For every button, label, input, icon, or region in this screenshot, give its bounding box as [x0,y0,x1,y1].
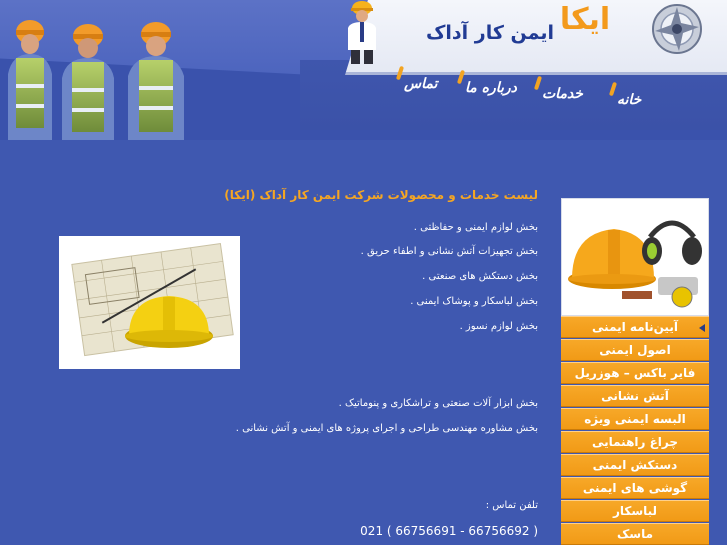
service-line: بخش لوازم نسوز . [459,321,538,332]
nav-home-label: خانه [617,92,642,108]
sidebar-item-safety-principles[interactable]: اصول ایمنی [561,339,709,361]
nav-contact-label: تماس [404,76,438,92]
worker-mascot-icon [342,0,382,64]
safety-gear-photo [561,198,709,316]
workers-photo [6,14,196,140]
service-line: بخش ابزار آلات صنعتی و تراشکاری و پنوماتیک . [338,398,538,409]
nav-contact[interactable] [404,76,437,92]
nav-services-label: خدمات [542,86,583,102]
site-header [0,0,727,140]
sidebar-item-workwear[interactable]: لباسکار [561,500,709,522]
phone-number: 021 ( 66756691 - 66756692 ) [360,524,538,538]
right-sidebar [561,198,709,545]
sidebar-item-safety-regulations[interactable]: آیین‌نامه ایمنی [561,316,709,338]
nav-services[interactable] [542,86,583,102]
sidebar-item-special-clothing[interactable]: البسه ایمنی ویژه [561,408,709,430]
nav-about[interactable] [465,80,517,96]
phone-label: تلفن تماس : [485,500,538,511]
nav-about-label: درباره ما [465,80,517,96]
brand-name: ایکا [559,2,611,37]
safety-gear-image [562,199,708,315]
service-line: بخش مشاوره مهندسی طراحی و اجرای پروژه های ایمنی و آتش نشانی . [235,423,538,434]
service-line: بخش تجهیزات آتش نشانی و اطفاء حریق . [360,246,538,257]
sidebar-item-ear-protection[interactable]: گوشی های ایمنی [561,477,709,499]
blueprint-helmet-photo [59,236,240,369]
services-title: لیست خدمات و محصولات شرکت ایمن کار آداک (ایکا) [224,188,538,202]
service-line: بخش لوازم ایمنی و حفاظتی . [413,222,538,233]
brand-tagline: ایمن کار آداک [425,22,555,44]
sidebar-item-guide-lights[interactable]: چراغ راهنمایی [561,431,709,453]
sidebar-item-firefighting[interactable]: آتش نشانی [561,385,709,407]
nav-home[interactable] [617,92,641,108]
sidebar-item-safety-gloves[interactable]: دستکش ایمنی [561,454,709,476]
company-logo-icon [651,3,703,55]
sidebar-item-fire-box[interactable]: فایر باکس – هوزریل [561,362,709,384]
blueprint-helmet-image [59,236,240,369]
service-line: بخش لباسکار و پوشاک ایمنی . [410,296,538,307]
sidebar-item-masks[interactable]: ماسک [561,523,709,545]
service-line: بخش دستکش های صنعتی . [422,271,538,282]
